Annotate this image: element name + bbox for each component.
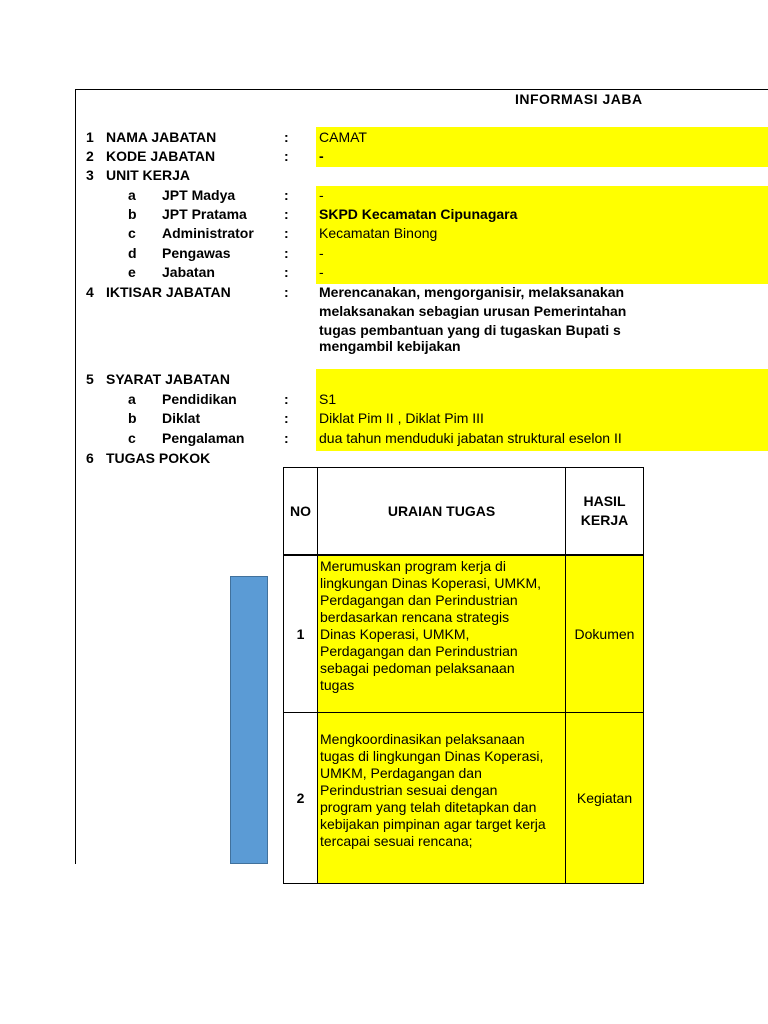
header-no: NO: [284, 468, 318, 555]
iktisar-line: mengambil kebijakan: [319, 338, 461, 354]
sub-value-jabatan: -: [319, 264, 324, 280]
uraian-line: kebijakan pimpinan agar target kerja: [320, 816, 546, 832]
table-header-row: [284, 468, 644, 555]
colon: :: [284, 225, 289, 241]
sub-letter: e: [128, 264, 136, 280]
header-kerja-line: KERJA: [580, 512, 629, 528]
uraian-line: Perindustrian sesuai dengan: [320, 782, 498, 798]
uraian-line: Perdagangan dan Perindustrian: [320, 592, 518, 608]
uraian-line: lingkungan Dinas Koperasi, UMKM,: [320, 575, 541, 591]
sub-letter: a: [128, 391, 136, 407]
colon: :: [284, 430, 289, 446]
field-value-nama-jabatan: CAMAT: [319, 129, 367, 145]
header-hasil-kerja: [566, 468, 644, 555]
frame-top-border: [75, 89, 768, 90]
sub-value-administrator: Kecamatan Binong: [319, 225, 438, 241]
uraian-line: berdasarkan rencana strategis: [320, 609, 510, 625]
iktisar-line: Merencanakan, mengorganisir, melaksanakan: [319, 284, 625, 300]
blue-bar-shape: [230, 576, 268, 864]
uraian-line: tugas di lingkungan Dinas Koperasi,: [320, 748, 544, 764]
sub-letter: b: [128, 410, 137, 426]
row-uraian: [318, 556, 566, 713]
row-hasil-kerja: Dokumen: [566, 556, 644, 713]
field-number: 5: [86, 371, 94, 387]
field-label-tugas-pokok: TUGAS POKOK: [106, 450, 211, 466]
colon: :: [284, 284, 289, 300]
sub-label-administrator: Administrator: [162, 225, 254, 241]
field-label-syarat-jabatan: SYARAT JABATAN: [106, 371, 230, 387]
table-row: [284, 556, 644, 713]
colon: :: [284, 148, 289, 164]
uraian-line: program yang telah ditetapkan dan: [320, 799, 537, 815]
uraian-line: tercapai sesuai rencana;: [320, 833, 473, 849]
colon: :: [284, 187, 289, 203]
field-label-kode-jabatan: KODE JABATAN: [106, 148, 216, 164]
document-title: INFORMASI JABA: [515, 91, 643, 107]
field-label-unit-kerja: UNIT KERJA: [106, 167, 191, 183]
highlight-block-1: [316, 127, 768, 167]
field-number: 2: [86, 148, 94, 164]
uraian-line: Dinas Koperasi, UMKM,: [320, 626, 470, 642]
field-label-nama-jabatan: NAMA JABATAN: [106, 129, 217, 145]
colon: :: [284, 129, 289, 145]
sub-value-pendidikan: S1: [319, 391, 337, 407]
colon: :: [284, 391, 289, 407]
iktisar-line: tugas pembantuan yang di tugaskan Bupati s: [319, 322, 621, 338]
field-number: 4: [86, 284, 94, 300]
field-number: 1: [86, 129, 94, 145]
iktisar-line: melaksanakan sebagian urusan Pemerintahan: [319, 303, 627, 319]
sub-letter: d: [128, 245, 137, 261]
sub-label-jpt-madya: JPT Madya: [162, 187, 236, 203]
row-number: 1: [284, 556, 318, 713]
sub-letter: a: [128, 187, 136, 203]
colon: :: [284, 206, 289, 222]
sub-value-diklat: Diklat Pim II , Diklat Pim III: [319, 410, 484, 426]
frame-left-border: [75, 89, 76, 864]
sub-label-pendidikan: Pendidikan: [162, 391, 237, 407]
header-uraian-tugas: URAIAN TUGAS: [318, 468, 566, 555]
row-uraian: [318, 713, 566, 884]
sub-label-pengalaman: Pengalaman: [162, 430, 245, 446]
uraian-line: tugas: [320, 677, 355, 693]
tugas-pokok-table: [283, 467, 644, 884]
field-value-kode-jabatan: -: [319, 148, 324, 164]
sub-label-jpt-pratama: JPT Pratama: [162, 206, 247, 222]
colon: :: [284, 245, 289, 261]
sub-label-diklat: Diklat: [162, 410, 201, 426]
field-number: 6: [86, 450, 94, 466]
table-row: [284, 713, 644, 884]
sub-letter: c: [128, 430, 136, 446]
uraian-line: Merumuskan program kerja di: [320, 558, 506, 574]
colon: :: [284, 264, 289, 280]
uraian-line: Perdagangan dan Perindustrian: [320, 643, 518, 659]
sub-letter: b: [128, 206, 137, 222]
sub-value-jpt-pratama: SKPD Kecamatan Cipunagara: [319, 206, 518, 222]
sub-label-jabatan: Jabatan: [162, 264, 215, 280]
field-number: 3: [86, 167, 94, 183]
header-hasil-line: HASIL: [583, 493, 626, 509]
uraian-line: UMKM, Perdagangan dan: [320, 765, 482, 781]
sub-label-pengawas: Pengawas: [162, 245, 231, 261]
row-hasil-kerja: Kegiatan: [566, 713, 644, 884]
uraian-line: Mengkoordinasikan pelaksanaan: [320, 731, 525, 747]
uraian-line: sebagai pedoman pelaksanaan: [320, 660, 515, 676]
row-number: 2: [284, 713, 318, 884]
field-label-iktisar-jabatan: IKTISAR JABATAN: [106, 284, 231, 300]
sub-value-pengawas: -: [319, 245, 324, 261]
colon: :: [284, 410, 289, 426]
sub-value-pengalaman: dua tahun menduduki jabatan struktural eselon II: [319, 430, 622, 446]
sub-value-jpt-madya: -: [319, 187, 324, 203]
sub-letter: c: [128, 225, 136, 241]
